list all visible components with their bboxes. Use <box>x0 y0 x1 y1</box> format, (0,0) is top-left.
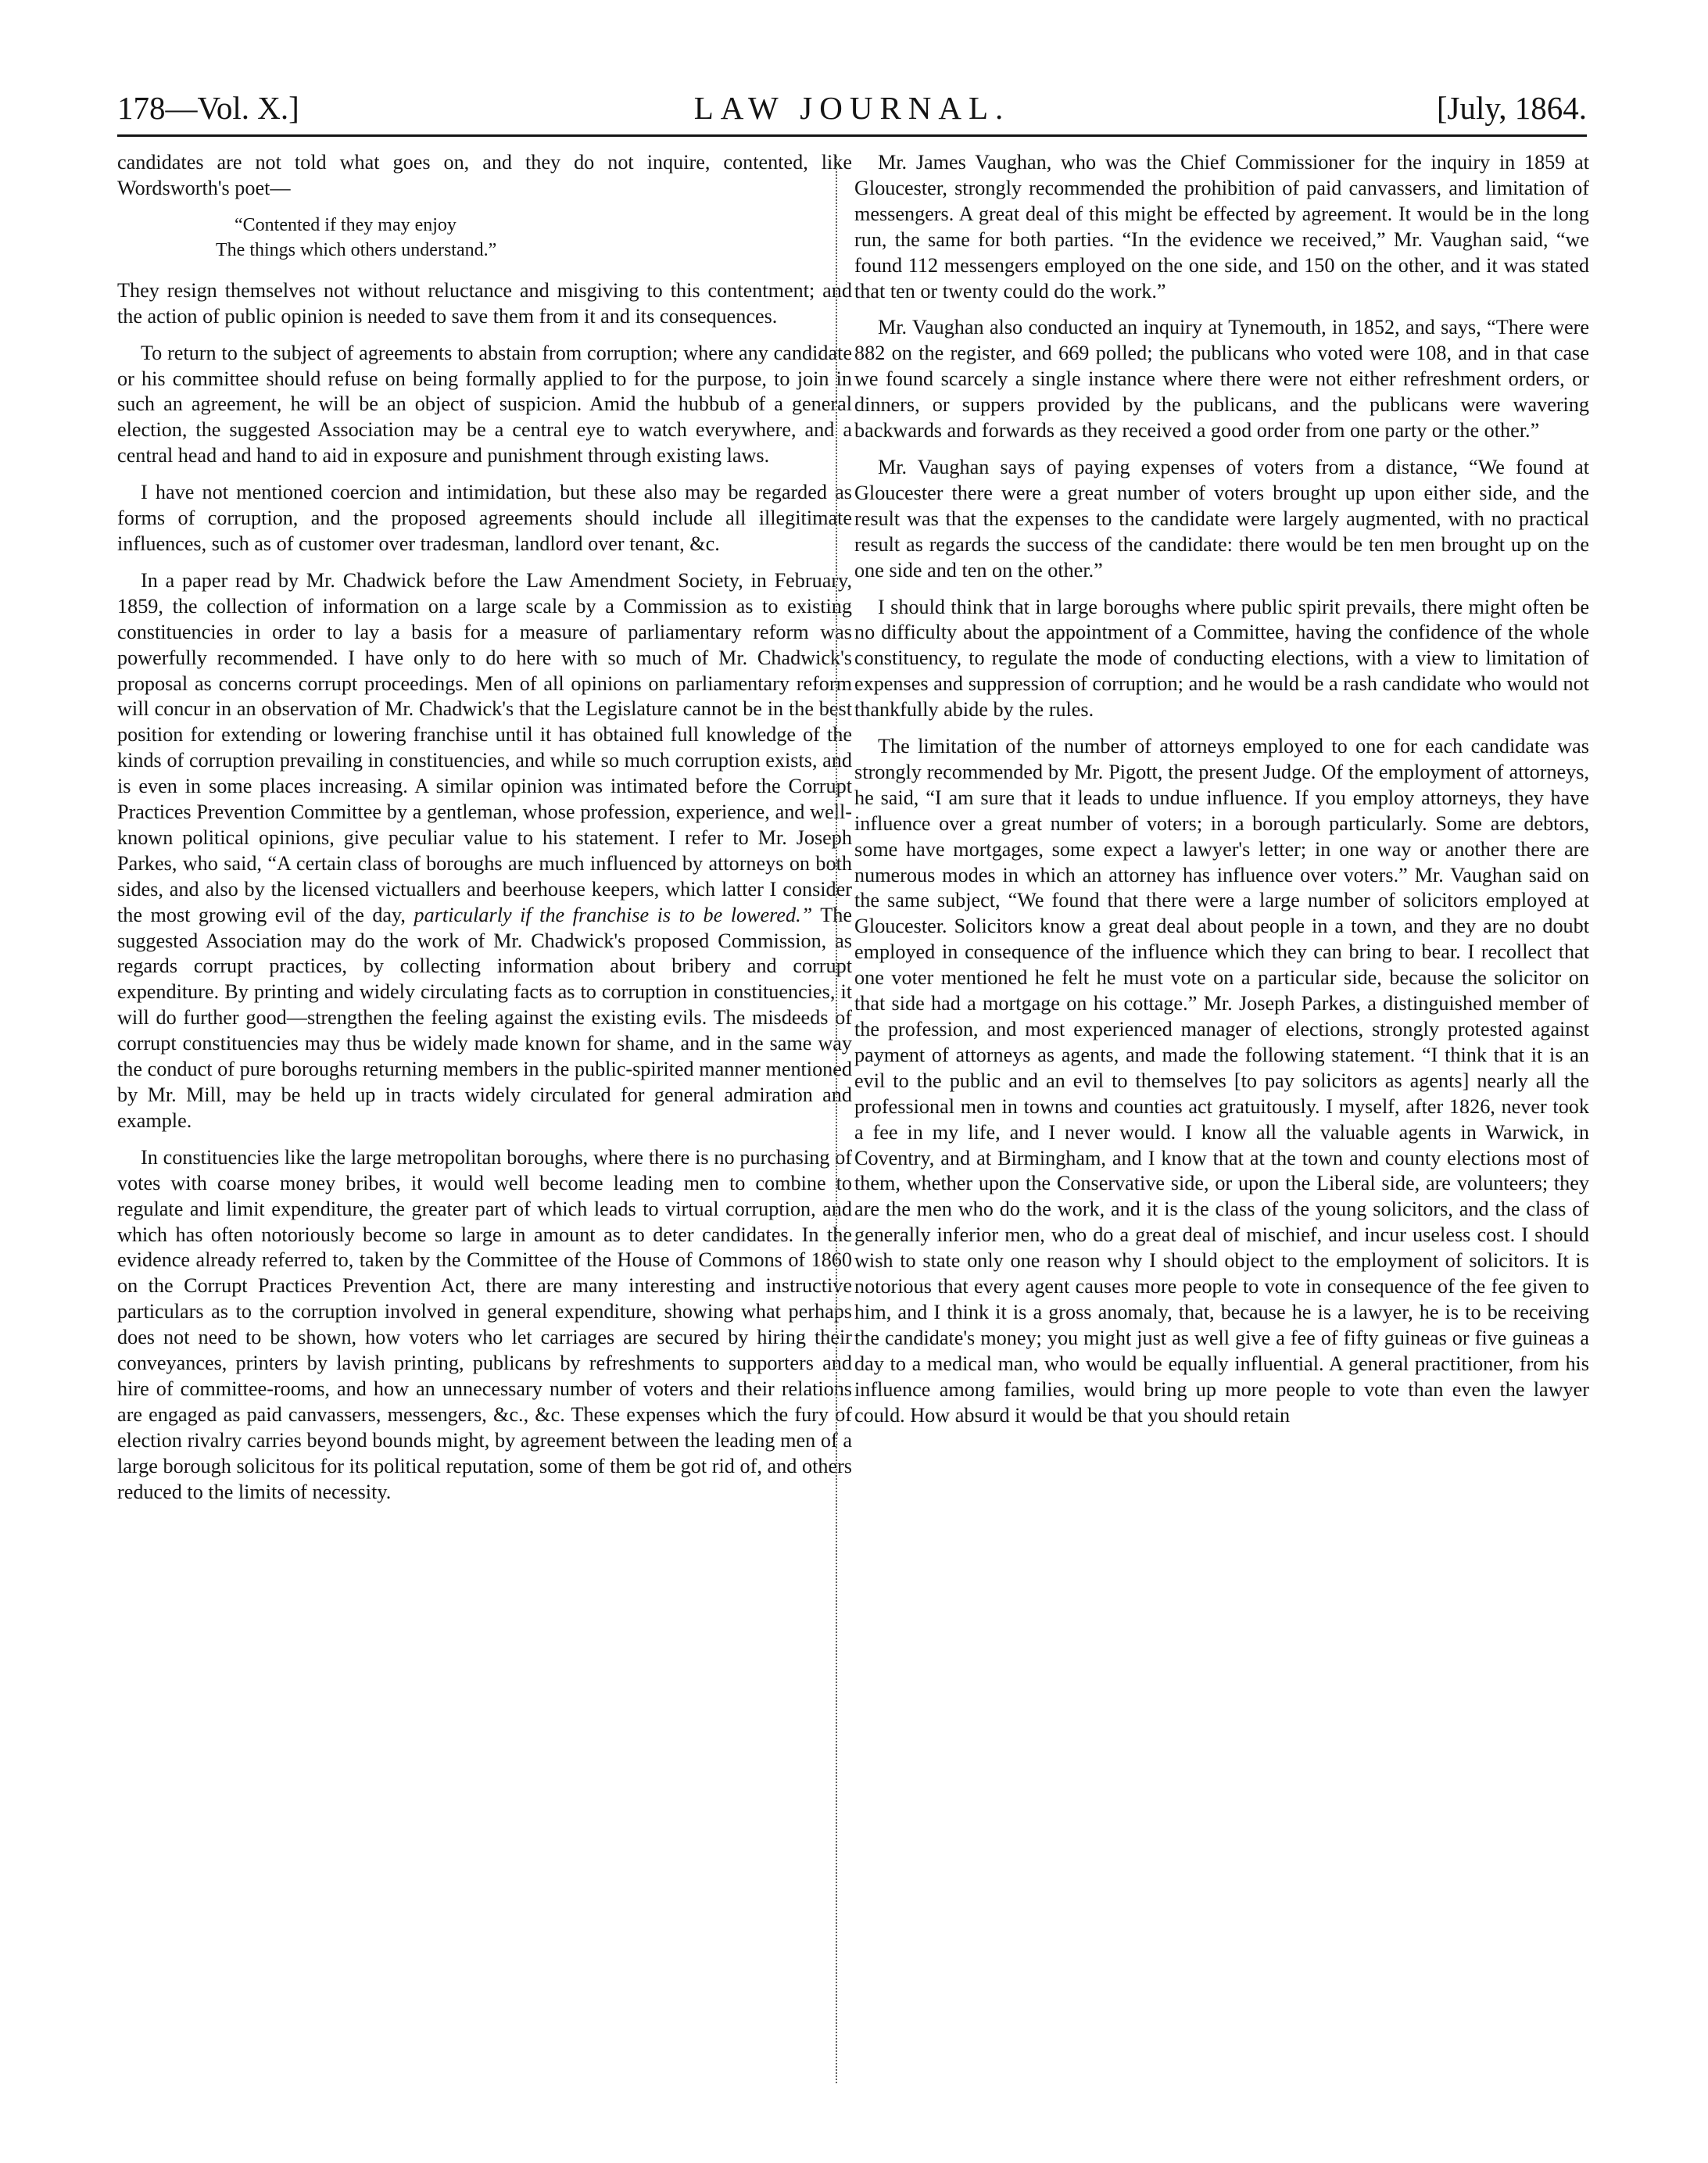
italic-emphasis: particularly if the franchise is to be lowered.” <box>414 903 813 926</box>
paragraph <box>117 568 852 1134</box>
paragraph: candidates are not told what goes on, and they do not inquire, contented, like Wordsworth's poet— <box>117 151 852 199</box>
page-volume-label: 178—Vol. X.] <box>117 90 299 126</box>
paragraph: To return to the subject of agreements to abstain from corruption; where any candidate or his committee should refuse on being formally applied to for the purpose, to join in such an agreement, he will be an object of suspicion. Amid the hubbub of a general election, the suggested Association may be a central eye to watch everywhere, and a central head and hand to aid in exposure and punishment through existing laws. <box>117 341 852 467</box>
journal-title: LAW JOURNAL. <box>693 90 1011 126</box>
issue-date: [July, 1864. <box>1436 90 1587 126</box>
left-column <box>117 150 852 2097</box>
column-divider <box>836 156 837 2083</box>
paragraph: I should think that in large boroughs where public spirit prevails, there might often be no difficulty about the appointment of a Committee, having the confidence of the whole constituency, to regulate the mode of conducting elections, with a view to limitation of expenses and suppression of corruption; and he would be a rash candidate who would not thankfully abide by the rules. <box>854 595 1589 722</box>
verse-quotation <box>117 213 852 263</box>
right-column <box>854 150 1589 2097</box>
paragraph: In constituencies like the large metropolitan boroughs, where there is no purchasing of votes with coarse money bribes, it would well become leading men to combine to regulate and limit expenditure, the greater part of which leads to virtual corruption, and which has often notoriously become so large in amount as to deter candidates. In the evidence already referred to, taken by the Committee of the House of Commons of 1860 on the Corrupt Practices Prevention Act, there are many interesting and instructive particulars as to the corruption involved in general expenditure, showing what perhaps does not need to be shown, how voters who let carriages are secured by hiring their conveyances, printers by lavish printing, publicans by refreshments to supporters and hire of committee-rooms, and how an unnecessary number of voters and their relations are engaged as paid canvassers, messengers, &c., &c. These expenses which the fury of election rivalry carries beyond bounds might, by agreement between the leading men of a large borough solicitous for its political reputation, some of them be got rid of, and others reduced to the limits of necessity. <box>117 1145 852 1503</box>
paragraph: They resign themselves not without reluctance and misgiving to this contentment; and the action of public opinion is needed to save them from it and its consequences. <box>117 278 852 328</box>
paragraph-text: In a paper read by Mr. Chadwick before the Law Amendment Society, in February, 1859, the collection of information on a large scale by a Commission as to existing constituencies in order to lay a basis for a measure of parliamentary reform was powerfully recommended. I have only to do here with so much of Mr. Chadwick's proposal as concerns corrupt proceedings. Men of all opinions on parliamentary reform will concur in an observation of Mr. Chadwick's that the Legislature cannot be in the best position for extending or lowering franchise until it has obtained full knowledge of the kinds of corruption prevailing in constituencies, and while so much corruption exists, and is even in some places increasing. A similar opinion was intimated before the Corrupt Practices Prevention Committee by a gentleman, whose profession, experience, and well-known political opinions, give peculiar value to his statement. I refer to Mr. Joseph Parkes, who said, “A certain class of boroughs are much influenced by attorneys on both sides, and also by the licensed victuallers and beerhouse keepers, which latter I consider the most growing evil of the day, <box>117 568 852 926</box>
verse-line: The things which others understand.” <box>216 239 497 260</box>
header-rule <box>117 134 1587 137</box>
verse-line: “Contented if they may enjoy <box>235 214 457 235</box>
paragraph: Mr. James Vaughan, who was the Chief Commissioner for the inquiry in 1859 at Gloucester, strongly recommended the prohibition of paid canvassers, and limitation of messengers. A great deal of this might be effected by agreement. It would be in the long run, the same for both parties. “In the evidence we received,” Mr. Vaughan said, “we found 112 messengers employed on the one side, and 150 on the other, and it was stated that ten or twenty could do the work.” <box>854 151 1589 303</box>
paragraph: I have not mentioned coercion and intimidation, but these also may be regarded as forms of corruption, and the proposed agreements should include all illegitimate influences, such as of customer over tradesman, landlord over tenant, &c. <box>117 481 852 555</box>
paragraph: The limitation of the number of attorneys employed to one for each candidate was strongly recommended by Mr. Pigott, the present Judge. Of the employment of attorneys, he said, “I am sure that it leads to undue influence. If you employ attorneys, they have influence over a great number of voters; in a borough particularly. Some are debtors, some have mortgages, some expect a lawyer's letter; in one way or another there are numerous modes in which an attorney has influence over voters.” Mr. Vaughan said on the same subject, “We found that there were a large number of solicitors employed at Gloucester. Solicitors know a great deal about people in a town, and they are no doubt employed in consequence of the influence which they can bring to bear. I recollect that one voter mentioned he felt he must vote on a particular side, because the solicitor on that side had a mortgage on his cottage.” Mr. Joseph Parkes, a distinguished member of the profession, and most experienced manager of elections, strongly protested against payment of attorneys as agents, and made the following statement. “I think that it is an evil to the public and an evil to themselves [to pay solicitors as agents] nearly all the professional men in towns and counties act gratuitously. I myself, after 1826, never took a fee in my life, and I never would. I know all the valuable agents in Warwick, in Coventry, and at Birmingham, and I know that at the town and county elections most of them, whether upon the Conservative side, or upon the Liberal side, are volunteers; they are the men who do the work, and it is the class of the young solicitors, and the class of generally inferior men, who do a great deal of mischief, and incur useless cost. I should wish to state only one reason why I should object to the employment of solicitors. It is notorious that every agent causes more people to vote in consequence of the fee given to him, and I think it is a gross anomaly, that, because he is a lawyer, he is to be receiving the candidate's money; you might just as well give a fee of fifty guineas or five guineas a day to a medical man, who would be equally influential. A general practitioner, from his influence among families, would bring up more people to vote than even the lawyer could. How absurd it would be that you should retain <box>854 735 1589 1427</box>
paragraph: Mr. Vaughan also conducted an inquiry at Tynemouth, in 1852, and says, “There were 882 on the register, and 669 polled; the publicans who voted were 108, and in that case we found scarcely a single instance where there were not either refreshment orders, or dinners, or suppers provided by the publicans, and the publicans were wavering backwards and forwards as they received a good order from one party or the other.” <box>854 316 1589 442</box>
paragraph-text: The suggested Association may do the work of Mr. Chadwick's proposed Commission, as regards corrupt practices, by collecting information about bribery and corrupt expenditure. By printing and widely circulating facts as to corruption in constituencies, it will do further good—strengthen the feeling against the existing evils. The misdeeds of corrupt constituencies may thus be widely made known for shame, and in the same way the conduct of pure boroughs returning members in the public-spirited manner mentioned by Mr. Mill, may be held up in tracts widely circulated for general admiration and example. <box>117 903 852 1132</box>
paragraph: Mr. Vaughan says of paying expenses of voters from a distance, “We found at Gloucester there were a great number of voters brought up upon either side, and the result was that the expenses to the candidate were largely augmented, with no practical result as regards the success of the candidate: there would be ten men brought up on the one side and ten on the other.” <box>854 455 1589 582</box>
running-head <box>117 84 1587 131</box>
